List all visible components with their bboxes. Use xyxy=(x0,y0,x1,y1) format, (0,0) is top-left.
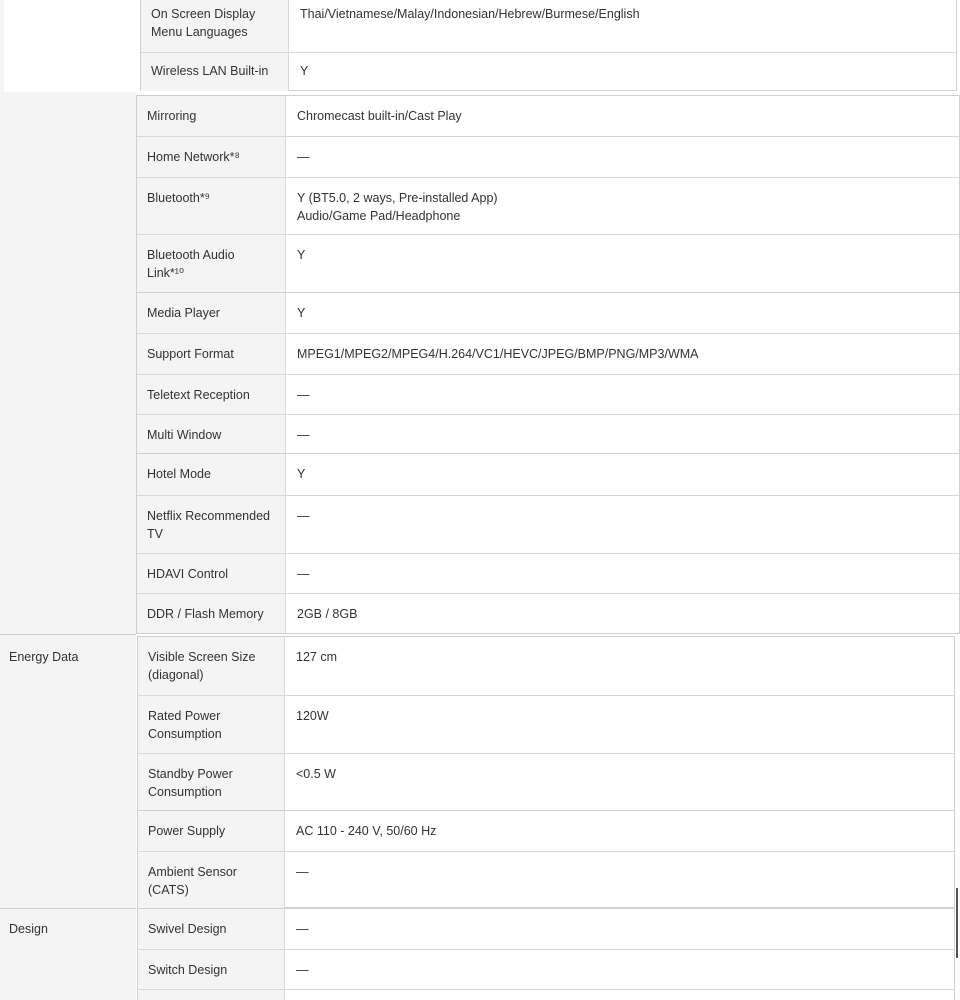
spec-label: Wireless LAN Built-in xyxy=(141,53,289,91)
spec-block-media xyxy=(136,292,960,454)
table-row xyxy=(137,177,959,234)
spec-label: HDAVI Control xyxy=(137,554,286,593)
table-row xyxy=(137,414,959,454)
spec-label: Multi Window xyxy=(137,415,286,454)
spec-label: Netflix Recommended TV xyxy=(137,496,286,553)
spec-value: — xyxy=(296,963,309,977)
spec-label: Power Supply xyxy=(138,811,285,851)
spec-value: 127 cm xyxy=(296,650,337,664)
spec-value: <0.5 W xyxy=(296,767,336,781)
spec-label: Support Format xyxy=(137,334,286,374)
category-energy-data: Energy Data xyxy=(9,650,79,664)
category-design: Design xyxy=(9,922,48,936)
spec-label: Visible Screen Size (diagonal) xyxy=(138,637,285,695)
spec-block-energy xyxy=(137,636,955,811)
spec-value: — xyxy=(297,388,310,402)
category-column-top xyxy=(0,0,4,92)
spec-label: Swivel Design xyxy=(138,909,285,949)
spec-label: DDR / Flash Memory xyxy=(137,594,286,633)
spec-value: Thai/Vietnamese/Malay/Indonesian/Hebrew/Burmese/English xyxy=(300,7,640,21)
spec-value: 2GB / 8GB xyxy=(297,607,358,621)
spec-value: Y xyxy=(297,467,306,481)
spec-value: AC 110 - 240 V, 50/60 Hz xyxy=(296,824,437,838)
table-row xyxy=(137,234,959,292)
table-row xyxy=(138,753,954,811)
spec-label xyxy=(138,990,285,1000)
table-row xyxy=(138,909,954,949)
spec-label: Media Player xyxy=(137,293,286,333)
spec-block-power xyxy=(137,810,955,908)
spec-label: On Screen Display Menu Languages xyxy=(141,0,289,52)
spec-block-connectivity xyxy=(136,95,960,293)
table-row xyxy=(141,0,956,52)
table-row xyxy=(137,495,959,553)
spec-value: Y xyxy=(300,64,309,78)
spec-label: Switch Design xyxy=(138,950,285,989)
spec-value: — xyxy=(296,865,309,879)
table-row xyxy=(138,637,954,695)
spec-value: MPEG1/MPEG2/MPEG4/H.264/VC1/HEVC/JPEG/BMP/PNG/MP3/WMA xyxy=(297,347,699,361)
spec-label: Teletext Reception xyxy=(137,375,286,414)
table-row xyxy=(138,695,954,753)
spec-label: Home Network*⁸ xyxy=(137,137,286,177)
table-row xyxy=(137,333,959,374)
spec-value: Y xyxy=(297,306,306,320)
spec-label: Ambient Sensor (CATS) xyxy=(138,852,285,909)
spec-label: Mirroring xyxy=(137,96,286,136)
table-row xyxy=(138,949,954,989)
table-row xyxy=(138,811,954,851)
spec-label: Hotel Mode xyxy=(137,454,286,495)
spec-value: — xyxy=(297,150,310,164)
category-cell-energy xyxy=(0,634,136,908)
spec-label: Bluetooth*⁹ xyxy=(137,178,286,234)
table-row xyxy=(137,96,959,136)
table-row xyxy=(141,52,956,91)
spec-value: — xyxy=(297,567,310,581)
scrollbar[interactable] xyxy=(956,888,958,958)
spec-value: — xyxy=(297,509,310,523)
table-row xyxy=(138,851,954,909)
spec-value: 120W xyxy=(296,709,329,723)
table-row xyxy=(137,293,959,333)
table-row xyxy=(138,989,954,1000)
spec-label: Rated Power Consumption xyxy=(138,696,285,753)
spec-label: Standby Power Consumption xyxy=(138,754,285,811)
table-row xyxy=(137,593,959,633)
table-row xyxy=(137,553,959,593)
table-row xyxy=(137,136,959,177)
spec-value: — xyxy=(297,428,310,442)
spec-block-misc xyxy=(136,453,960,634)
spec-value: Chromecast built-in/Cast Play xyxy=(297,109,462,123)
table-row xyxy=(137,454,959,495)
category-column-mid xyxy=(0,92,136,634)
spec-label: Bluetooth Audio Link*¹⁰ xyxy=(137,235,286,292)
table-row xyxy=(137,374,959,414)
spec-value: — xyxy=(296,922,309,936)
spec-value: Y xyxy=(297,248,306,262)
spec-value: Y (BT5.0, 2 ways, Pre-installed App) Audio/Game Pad/Headphone xyxy=(297,191,498,223)
spec-block-design xyxy=(137,908,955,1000)
spec-block-display-wireless xyxy=(140,0,957,91)
